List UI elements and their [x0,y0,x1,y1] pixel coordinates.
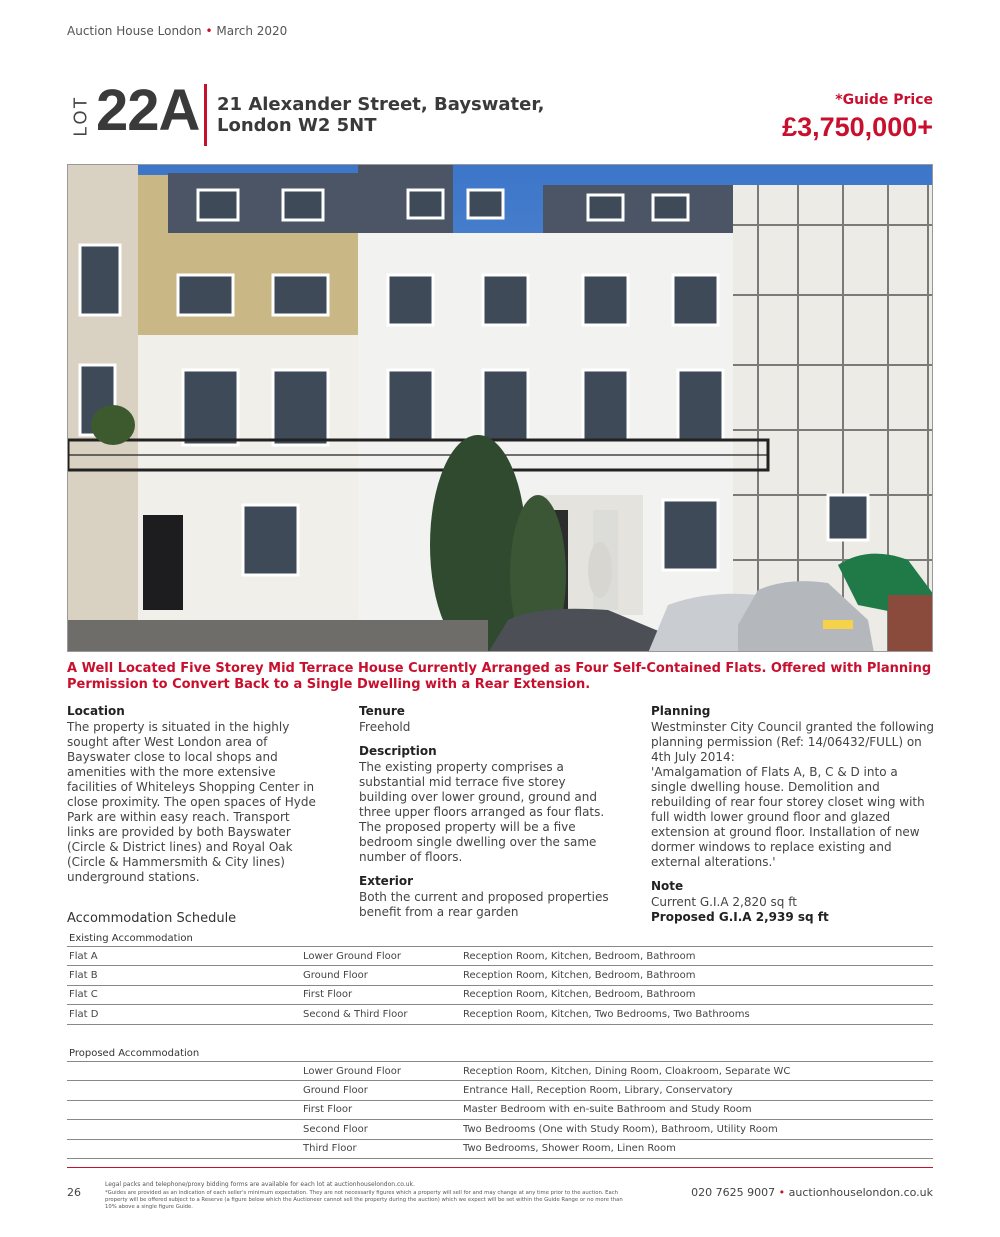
legal-notice [105,1181,635,1211]
floor-cell: Ground Floor [303,1081,463,1100]
unit-cell [67,1081,303,1100]
lot-divider [204,84,207,146]
property-address [217,94,544,136]
rooms-cell: Two Bedrooms (One with Study Room), Bathroom, Utility Room [463,1120,933,1139]
rooms-cell: Reception Room, Kitchen, Dining Room, Cloakroom, Separate WC [463,1062,933,1081]
description-heading: Description [359,744,437,758]
legal-line-2: *Guides are provided as an indication of each seller's minimum expectation. They are not necessarily figures which a property will sell for and may change at any time prior to the auction. Each property will be offered subject to a Reserve (a figure below which the Auctioneer cannot sell the property during the auction) which we expect will be set within the Guide Range or no more than 10% above a single figure Guide. [105,1190,623,1210]
guide-price-label: *Guide Price [835,92,933,108]
floor-cell: Second & Third Floor [303,1005,463,1024]
note-heading: Note [651,879,684,893]
lot-number: 22A [96,78,200,143]
description-text: The existing property comprises a substantial mid terrace five storey building over lower ground, ground and three upper floors arranged as four flats. The proposed property will be a five bedroom single dwelling over the same number of floors. [359,760,605,864]
page-number: 26 [67,1186,81,1199]
footer-divider [67,1167,933,1168]
table-row [67,1062,933,1081]
table-row [67,1120,933,1139]
unit-cell: Flat C [67,985,303,1004]
rooms-cell: Reception Room, Kitchen, Two Bedrooms, Two Bathrooms [463,1005,933,1024]
location-heading: Location [67,704,125,718]
proposed-accommodation-title: Proposed Accommodation [69,1048,200,1059]
floor-cell: Second Floor [303,1120,463,1139]
unit-cell [67,1100,303,1119]
existing-accommodation-title: Existing Accommodation [69,933,193,944]
rooms-cell: Reception Room, Kitchen, Bedroom, Bathroom [463,966,933,985]
rooms-cell: Master Bedroom with en-suite Bathroom and Study Room [463,1100,933,1119]
planning-text-2: 'Amalgamation of Flats A, B, C & D into a single dwelling house. Demolition and rebuilding of rear four storey closet wing with full width lower ground floor and glazed extension at ground floor. Installation of new dormer windows to replace existing and external alterations.' [651,765,925,869]
floor-cell: First Floor [303,985,463,1004]
table-row [67,1139,933,1158]
note-proposed-gia: Proposed G.I.A 2,939 sq ft [651,910,829,924]
unit-cell [67,1120,303,1139]
phone-number[interactable]: 020 7625 9007 [691,1186,776,1199]
publisher-name: Auction House London [67,24,202,38]
location-section [67,704,317,894]
tenure-heading: Tenure [359,704,405,718]
table-row [67,1081,933,1100]
note-current-gia: Current G.I.A 2,820 sq ft [651,895,797,909]
table-row [67,947,933,966]
floor-cell: Lower Ground Floor [303,1062,463,1081]
unit-cell [67,1139,303,1158]
tenure-text: Freehold [359,720,411,734]
table-row [67,1100,933,1119]
middle-column [359,704,617,929]
issue-date: March 2020 [216,24,288,38]
exterior-heading: Exterior [359,874,414,888]
floor-cell: Ground Floor [303,966,463,985]
rooms-cell: Two Bedrooms, Shower Room, Linen Room [463,1139,933,1158]
contact-separator: • [778,1186,786,1199]
floor-cell: Third Floor [303,1139,463,1158]
guide-price-amount: £3,750,000+ [782,112,933,142]
running-header [67,24,287,38]
table-row [67,966,933,985]
website-link[interactable]: auctionhouselondon.co.uk [788,1186,933,1199]
table-row [67,1005,933,1024]
rooms-cell: Reception Room, Kitchen, Bedroom, Bathroom [463,985,933,1004]
lot-headline: A Well Located Five Storey Mid Terrace House Currently Arranged as Four Self-Contained Flats. Offered with Planning Permission to Convert Back to a Single Dwelling with a Rear Extension. [67,661,932,692]
rooms-cell: Entrance Hall, Reception Room, Library, Conservatory [463,1081,933,1100]
lot-label: LOT [70,95,91,137]
address-line-2: London W2 5NT [217,115,377,136]
rooms-cell: Reception Room, Kitchen, Bedroom, Bathroom [463,947,933,966]
unit-cell: Flat A [67,947,303,966]
planning-column [651,704,935,925]
unit-cell: Flat B [67,966,303,985]
contact-details [691,1186,933,1199]
planning-text-1: Westminster City Council granted the following planning permission (Ref: 14/06432/FULL) on 4th July 2014: [651,720,935,764]
existing-accommodation-table [67,946,933,1025]
location-text: The property is situated in the highly sought after West London area of Bayswater close to local shops and amenities with the more extensive facilities of Whiteleys Shopping Center in close proximity. The open spaces of Hyde Park are within easy reach. Transport links are provided by both Bayswater (Circle & District lines) and Royal Oak (Circle & Hammersmith & City lines) underground stations. [67,720,316,884]
unit-cell: Flat D [67,1005,303,1024]
proposed-accommodation-table [67,1061,933,1159]
floor-cell: Lower Ground Floor [303,947,463,966]
legal-line-1: Legal packs and telephone/proxy bidding forms are available for each lot at auctionhouselondon.co.uk. [105,1181,415,1188]
unit-cell [67,1062,303,1081]
table-row [67,985,933,1004]
accommodation-schedule-title: Accommodation Schedule [67,911,237,926]
exterior-text: Both the current and proposed properties benefit from a rear garden [359,890,609,919]
header-separator: • [205,24,213,38]
floor-cell: First Floor [303,1100,463,1119]
proposed-accommodation [67,1047,933,1159]
existing-accommodation [67,932,933,1025]
building-facade-photo [67,164,933,652]
planning-heading: Planning [651,704,711,718]
address-line-1: 21 Alexander Street, Bayswater, [217,94,545,115]
